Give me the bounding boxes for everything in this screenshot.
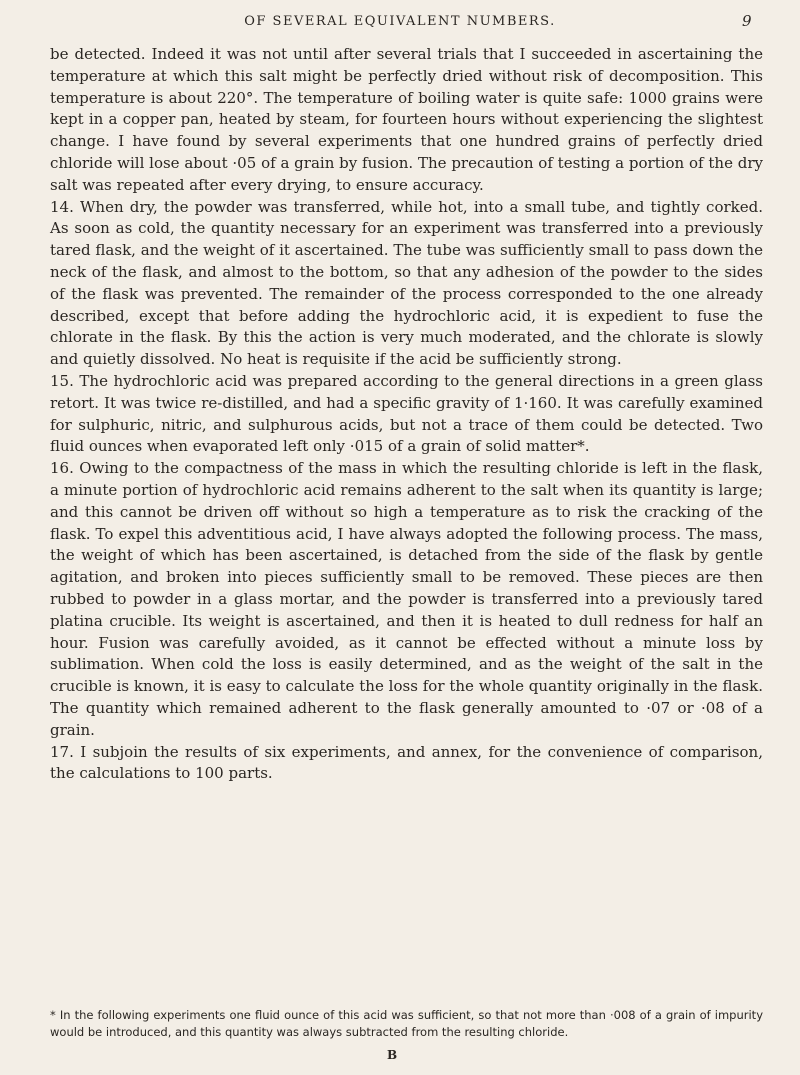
paragraph-16: 16. Owing to the compactness of the mass in which the resulting chloride is left in the flask, a minute portion of hydrochloric acid remains adherent to the salt when its quantity is large; and this cannot be driven off without so high a temperature as to risk the cracking of the flask. To expel this adventitious acid, I have always adopted the following process. The mass, the weight of which has been ascertained, is detached from the side of the flask by gentle agitation, and broken into pieces sufficiently small to be removed. These pieces are then rubbed to powder in a glass mortar, and the powder is transferred into a previously tared platina crucible. Its weight is ascertained, and then it is heated to dull redness for half an hour. Fusion was carefully avoided, as it cannot be effected without a minute loss by sublimation. When cold the loss is easily determined, and as the weight of the salt in the crucible is known, it is easy to calculate the loss for the whole quantity originally in the flask. The quantity which remained adherent to the flask generally amounted to ·07 or ·08 of a grain. bbox=[50, 459, 763, 739]
signature-mark: B bbox=[387, 1048, 398, 1062]
footnote-text: * In the following experiments one fluid ounce of this acid was sufficient, so that not more than ·008 of a grain of impurity would be introduced, and this quantity was always subtracted from the resulting chloride. bbox=[50, 1008, 763, 1039]
paragraph-14: 14. When dry, the powder was transferred, while hot, into a small tube, and tightly corked. As soon as cold, the quantity necessary for an experiment was transferred into a previously tared flask, and the weight of it ascertained. The tube was sufficiently small to pass down the neck of the flask, and almost to the bottom, so that any adhesion of the powder to the sides of the flask was prevented. The remainder of the process corresponded to the one already described, except that before adding the hydrochloric acid, it is expedient to fuse the chlorate in the flask. By this the action is very much moderated, and the chlorate is slowly and quietly dissolved. No heat is requisite if the acid be sufficiently strong. bbox=[50, 197, 763, 369]
footnote bbox=[50, 1007, 763, 1041]
paragraph-15: 15. The hydrochloric acid was prepared according to the general directions in a green glass retort. It was twice re-distilled, and had a specific gravity of 1·160. It was carefully examined for sulphuric, nitric, and sulphurous acids, but not a trace of them could be detected. Two fluid ounces when evaporated left only ·015 of a grain of solid matter*. bbox=[50, 371, 763, 456]
page-number: 9 bbox=[742, 12, 752, 30]
paragraph-continuation: be detected. Indeed it was not until after several trials that I succeeded in ascertaining the temperature at which this salt might be perfectly dried without risk of decomposition. This temperature is about 220°. The temperature of boiling water is quite safe: 1000 grains were kept in a copper pan, heated by steam, for fourteen hours without experiencing the slightest change. I have found by several experiments that one hundred grains of perfectly dried chloride will lose about ·05 of a grain by fusion. The precaution of testing a portion of the dry salt was repeated after every drying, to ensure accuracy. bbox=[50, 45, 763, 194]
paragraph-17: 17. I subjoin the results of six experiments, and annex, for the convenience of comparison, the calculations to 100 parts. bbox=[50, 742, 763, 783]
running-title: OF SEVERAL EQUIVALENT NUMBERS. bbox=[244, 14, 556, 29]
body-text bbox=[50, 44, 763, 785]
